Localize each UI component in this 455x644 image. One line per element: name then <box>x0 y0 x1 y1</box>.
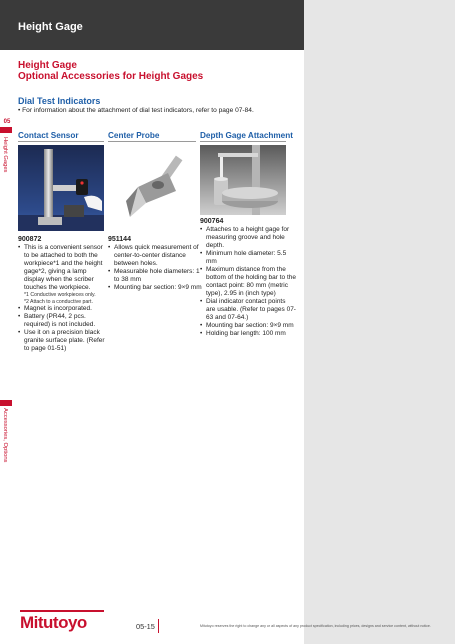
section-tab-marker <box>0 400 12 406</box>
page-number: 05-15 <box>136 622 155 631</box>
footer-divider <box>158 619 159 633</box>
product-code: 900764 <box>200 218 224 225</box>
chapter-number: 05 <box>3 119 11 125</box>
column-heading-depth-gage: Depth Gage Attachment <box>200 131 293 140</box>
list-item: • Maximum distance from the bottom of the holding bar to the contact point: 80 mm (metric type), 2.95 in (inch type) <box>200 266 296 298</box>
depth-gage-description <box>200 218 296 338</box>
column-heading-contact-sensor: Contact Sensor <box>18 131 79 140</box>
depth-gage-attachment-photo <box>200 145 286 215</box>
list-item: • Use it on a precision black granite surface plate. (Refer to page 01-51) <box>18 329 106 353</box>
chapter-tab-label[interactable]: Height Gages <box>2 137 8 173</box>
section-tab-label[interactable]: Accessories, Options <box>2 408 8 463</box>
subsection-title: Dial Test Indicators <box>18 96 101 106</box>
list-item: • Minimum hole diameter: 5.5 mm <box>200 250 296 266</box>
list-item: • Mounting bar section: 9×9 mm <box>200 322 296 330</box>
contact-sensor-description <box>18 236 106 353</box>
header-title: Height Gage <box>18 21 83 33</box>
product-code: 951144 <box>108 236 131 243</box>
list-item: • Battery (PR44, 2 pcs. required) is not included. <box>18 313 106 329</box>
list-item: • Magnet is incorporated. <box>18 305 106 313</box>
product-code: 900872 <box>18 236 42 243</box>
list-item: • Dial indicator contact points are usable. (Refer to pages 07-63 and 07-64.) <box>200 298 296 322</box>
subsection-note: • For information about the attachment of dial test indicators, refer to page 07-84. <box>18 107 254 114</box>
list-item: • Mounting bar section: 9×9 mm <box>108 284 202 292</box>
right-margin-panel <box>304 0 455 644</box>
chapter-tab-marker <box>0 127 12 133</box>
section-subtitle: Optional Accessories for Height Gages <box>18 71 204 82</box>
list-item: • Holding bar length: 100 mm <box>200 330 296 338</box>
column-heading-center-probe: Center Probe <box>108 131 160 140</box>
footnote: *2 Attach to a conductive part. <box>24 298 93 305</box>
center-probe-description <box>108 236 202 292</box>
list-item: • This is a convenient sensor to be attached to both the workpiece*1 and the height gage*2, giving a lamp display when the scriber touches the workpiece. <box>18 244 106 292</box>
footnote: *1 Conductive workpieces only. <box>24 292 96 298</box>
logo-accent-bar <box>20 610 104 612</box>
list-item: • Allows quick measurement of center-to-center distance between holes. <box>108 244 202 268</box>
list-item: • Attaches to a height gage for measuring groove and hole depth. <box>200 226 296 250</box>
section-title: Height Gage <box>18 60 77 71</box>
brand-logo: Mitutoyo <box>20 613 87 632</box>
list-item: • Measurable hole diameters: 1 to 38 mm <box>108 268 202 284</box>
contact-sensor-photo <box>18 145 104 231</box>
column-rule <box>18 141 104 142</box>
footer-disclaimer: Mitutoyo reserves the right to change any or all aspects of any product specification, including prices, designs and service content, without notice. <box>200 624 431 628</box>
column-rule <box>200 141 286 142</box>
center-probe-photo <box>108 145 196 231</box>
column-rule <box>108 141 196 142</box>
